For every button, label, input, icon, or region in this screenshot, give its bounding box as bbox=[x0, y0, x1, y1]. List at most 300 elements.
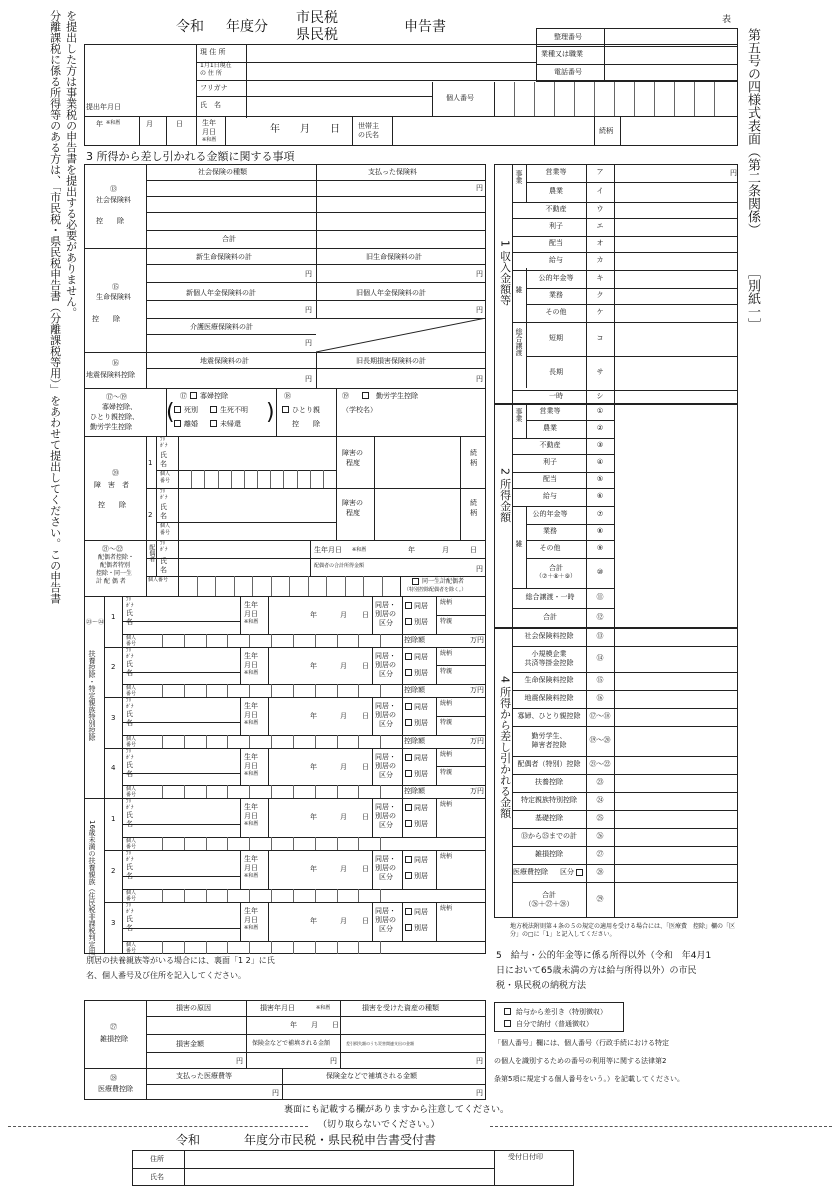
fuyo-birth-a: 生年 bbox=[244, 803, 258, 811]
birth-ymd: 年 月 日 bbox=[270, 124, 340, 135]
sec5-opt1: 給与から差引き（特別徴収） bbox=[516, 1008, 607, 1016]
seimei-yen-4: 円 bbox=[476, 306, 483, 314]
sec4-row-code: ⑬ bbox=[596, 632, 604, 640]
fuyo-row-number: 4 bbox=[111, 764, 116, 773]
sec1-amount-field[interactable] bbox=[616, 183, 736, 201]
mynumber-note-1: 「個人番号」欄には、個人番号（行政手続における特定 bbox=[494, 1039, 669, 1047]
furigana-label: フリガナ bbox=[200, 84, 228, 92]
sec5-opt2-checkbox[interactable] bbox=[504, 1020, 511, 1027]
sec1-row-label: 不動産 bbox=[545, 205, 567, 213]
sec2-amount-column[interactable] bbox=[616, 406, 736, 626]
fuyo-name-a: 氏 bbox=[126, 710, 133, 718]
haigusha-month: 月 bbox=[442, 546, 449, 554]
mynumber-cell-divider bbox=[694, 82, 695, 116]
dousei-label: 同一生計配偶者 bbox=[422, 578, 465, 585]
sec1-yen: 円 bbox=[730, 169, 737, 177]
sec1-amount-field[interactable] bbox=[616, 357, 736, 389]
fuyo-digit-divider bbox=[293, 941, 294, 954]
fuyo-year: 年 bbox=[310, 712, 317, 720]
fuyo-digit-divider bbox=[227, 684, 228, 697]
sec4-row-label2: （㉖＋㉗＋㉘） bbox=[524, 900, 574, 908]
shogai-mynumber-cells[interactable] bbox=[178, 470, 336, 488]
fuyo-dokyo-label: 同居 bbox=[414, 908, 428, 916]
fuyo-birth-a: 生年 bbox=[244, 601, 258, 609]
new-life-label: 新生命保険料の計 bbox=[196, 253, 252, 261]
fuyo-year: 年 bbox=[310, 611, 317, 619]
sec1-amount-field[interactable] bbox=[616, 271, 736, 287]
fuyo-digit-divider bbox=[162, 735, 163, 748]
sec4-kubun-checkbox[interactable] bbox=[576, 869, 583, 876]
sec4-row-code: ⑭ bbox=[596, 654, 604, 662]
kafu-kafu-label: 寡婦控除 bbox=[200, 392, 228, 400]
sec3-note2: 名、個人番号及び住所を記入してください。 bbox=[86, 971, 246, 980]
fuyo-kubun-3: 区分 bbox=[379, 770, 393, 779]
mynumber-cell-divider bbox=[674, 82, 675, 116]
birth-label-1: 生年 bbox=[202, 119, 216, 127]
kinro-checkbox[interactable] bbox=[362, 392, 369, 399]
sec2-zatsu: 雑 bbox=[515, 540, 524, 547]
kafu-checkbox[interactable] bbox=[190, 392, 197, 399]
zasson-yen-3: 円 bbox=[476, 1057, 483, 1065]
zasson-ymd: 年 月 日 bbox=[290, 1021, 339, 1029]
sec2-row-code: ⑨ bbox=[596, 544, 604, 552]
fuyo-digit-divider bbox=[271, 889, 272, 902]
fuyo-digit-divider bbox=[227, 941, 228, 954]
fuyo-digit-divider bbox=[249, 684, 250, 697]
fuyo-day: 日 bbox=[362, 865, 369, 873]
jishin-eq-label: 地震保険料の計 bbox=[200, 357, 249, 365]
school-label: （学校名） bbox=[342, 406, 377, 414]
fuyo-zokugara: 続柄 bbox=[440, 599, 453, 606]
fuyo-dokyo-label: 同居 bbox=[414, 703, 428, 711]
cut-line-right bbox=[490, 1126, 832, 1127]
fuyo-bekkyo-checkbox[interactable] bbox=[405, 770, 412, 777]
digit-cell-divider bbox=[308, 576, 309, 596]
shogai-degree-2b: 程度 bbox=[346, 509, 360, 517]
minor-label: 16歳未満の扶養親族（住民税非課税判定用） bbox=[88, 820, 97, 962]
fuyo-name-b: 名 bbox=[126, 769, 133, 778]
fuyo-digit-divider bbox=[206, 684, 207, 697]
sec1-amount-field[interactable] bbox=[616, 237, 736, 251]
mynumber-note-3: 条第5項に規定する個人番号をいう。）を記載してください。 bbox=[494, 1075, 684, 1083]
sec1-row-label: 業務 bbox=[549, 291, 563, 299]
fuyo-dokyo-checkbox[interactable] bbox=[405, 804, 412, 811]
haigusha-furi-a: ﾌﾘ bbox=[160, 541, 166, 547]
fuyo-dokyo-checkbox[interactable] bbox=[405, 653, 412, 660]
receipt-address-field[interactable] bbox=[186, 1152, 492, 1167]
shakai-type-header: 社会保険の種類 bbox=[198, 168, 247, 176]
sec4-row-code: ⑲～⑳ bbox=[589, 736, 611, 744]
fuyo-dokyo-checkbox[interactable] bbox=[405, 754, 412, 761]
shakai-total: 合計 bbox=[222, 235, 236, 243]
jishin-long-label: 旧長期損害保険料の計 bbox=[356, 357, 426, 365]
sec5-title2: 日において65歳未満の方は給与所得以外）の市民 bbox=[496, 966, 697, 976]
fuyo-zokugara: 続柄 bbox=[440, 801, 453, 808]
haigusha-day: 日 bbox=[470, 546, 477, 554]
fuyo-furi-a: ﾌﾘ bbox=[126, 647, 132, 654]
hitori-checkbox[interactable] bbox=[282, 406, 289, 413]
sec4-row-code: ⑯ bbox=[596, 694, 604, 702]
haigusha-num: ㉑～㉒ bbox=[102, 545, 123, 553]
mynumber-cell-divider bbox=[634, 82, 635, 116]
fuyo-dokyo-checkbox[interactable] bbox=[405, 602, 412, 609]
seimei-yen-3: 円 bbox=[305, 306, 312, 314]
shogai-furi-2b: ｶﾞﾅ bbox=[160, 495, 168, 501]
fuyo-dokyo-checkbox[interactable] bbox=[405, 703, 412, 710]
sec1-row-label: 長期 bbox=[549, 368, 563, 376]
fuyo-birth-note: ※和暦 bbox=[244, 925, 259, 931]
fuyo-num: ㉓～㉔ bbox=[86, 619, 105, 626]
sec4-row-label: 寡婦、ひとり親控除 bbox=[517, 712, 581, 720]
fuyo-dokyo-label: 同居 bbox=[414, 856, 428, 864]
zasson-num: ㉗ bbox=[110, 1023, 117, 1031]
sec1-amount-field[interactable] bbox=[616, 165, 736, 181]
fuyo-birth-b: 月日 bbox=[244, 711, 258, 719]
receipt-name: 氏名 bbox=[150, 1173, 164, 1181]
sec1-amount-field[interactable] bbox=[616, 219, 736, 235]
shogai-degree-1b: 程度 bbox=[346, 459, 360, 467]
fuyo-digit-divider bbox=[315, 889, 316, 902]
fuyo-kubun-3: 区分 bbox=[379, 821, 393, 829]
digit-cell-divider bbox=[215, 576, 216, 596]
zasson-yen-2: 円 bbox=[330, 1057, 337, 1065]
mikikan-label: 未帰還 bbox=[220, 420, 241, 428]
fuyo-bekkyo-checkbox[interactable] bbox=[405, 820, 412, 827]
sec4-row-label: 医療費控除 bbox=[513, 868, 548, 876]
sec1-zatsu: 雑 bbox=[515, 286, 524, 293]
shakai-paid-header: 支払った保険料 bbox=[368, 168, 417, 176]
fuyo-koujo: 控除額 bbox=[404, 635, 425, 644]
shogai-name-1a: 氏 bbox=[160, 451, 167, 459]
sec1-amount-field[interactable] bbox=[616, 203, 736, 217]
fuyo-digit-divider bbox=[337, 941, 338, 954]
zasson-label: 雑損控除 bbox=[100, 1035, 128, 1043]
receipt-address: 住所 bbox=[150, 1155, 164, 1163]
fuyo-birth-b: 月日 bbox=[244, 660, 258, 669]
fuyo-mn-a: 個人 bbox=[126, 634, 137, 641]
fuyo-month: 月 bbox=[340, 661, 347, 670]
shogai-name-2b: 名 bbox=[160, 512, 167, 520]
address-field[interactable] bbox=[248, 46, 534, 61]
haigusha-year: 年 bbox=[408, 546, 415, 554]
fuyo-month: 月 bbox=[340, 611, 347, 619]
kafu-paren-open: ( bbox=[166, 400, 175, 425]
mynumber-field[interactable] bbox=[496, 84, 736, 115]
sec5-opt1-checkbox[interactable] bbox=[504, 1008, 511, 1015]
kafu-label-1: 寡婦控除、 bbox=[102, 403, 137, 411]
sec4-row-code: ㉖ bbox=[596, 832, 604, 840]
fuyo-day: 日 bbox=[362, 917, 369, 925]
fuyo-day: 日 bbox=[362, 813, 369, 821]
fuyo-mn-a: 個人 bbox=[126, 735, 137, 742]
zasson-table bbox=[84, 1000, 486, 1100]
old-pension-label: 旧個人年金保険料の計 bbox=[356, 289, 426, 297]
haigusha-yen: 円 bbox=[476, 565, 483, 573]
sec2-row-label: 給与 bbox=[543, 492, 557, 500]
mynumber-cell-divider bbox=[574, 82, 575, 116]
fuyo-digit-divider bbox=[184, 634, 185, 647]
fuyo-digit-divider bbox=[271, 634, 272, 647]
fuyo-kubun-3: 区分 bbox=[379, 925, 393, 933]
fuyo-day: 日 bbox=[362, 712, 369, 720]
fuyo-name-b: 名 bbox=[126, 668, 133, 677]
sec1-row-label: 農業 bbox=[549, 187, 563, 195]
fuyo-mn-b: 番号 bbox=[126, 792, 137, 799]
fuyo-birth-a: 生年 bbox=[244, 702, 258, 710]
jishin-label: 地震保険料控除 bbox=[86, 371, 135, 379]
fuyo-row-number: 1 bbox=[111, 612, 116, 621]
fuyo-name-a: 氏 bbox=[126, 915, 133, 923]
digit-cell-divider bbox=[345, 576, 346, 596]
seimei-diagonal bbox=[316, 318, 486, 352]
sec5-title3: 税・県民税の納税方法 bbox=[496, 981, 587, 991]
sec1-row-code: サ bbox=[596, 368, 604, 376]
sec3-note1: 別居の扶養親族等がいる場合には、裏面「1 2」に氏 bbox=[86, 956, 275, 965]
fuyo-digit-divider bbox=[315, 735, 316, 748]
fuyo-tokubetsu: 特親 bbox=[440, 617, 453, 625]
fuyo-digit-divider bbox=[227, 735, 228, 748]
rikon-checkbox[interactable] bbox=[174, 420, 181, 427]
sec1-amount-field[interactable] bbox=[616, 289, 736, 303]
zasson-disaster: 差引損失額のうち災害関連支出の金額 bbox=[346, 1041, 414, 1046]
fuyo-kubun-2: 別居の bbox=[375, 610, 396, 618]
haigusha-mn: 個人番号 bbox=[148, 577, 169, 583]
fuyo-bekkyo-checkbox[interactable] bbox=[405, 669, 412, 676]
sec1-row-code: オ bbox=[596, 239, 604, 247]
iryo-insured: 保険金などで補填される金額 bbox=[326, 1072, 417, 1080]
sec2-row-label: 総合譲渡・一時 bbox=[525, 593, 575, 601]
sec1-row-label: 配当 bbox=[549, 239, 563, 247]
address-label: 現 住 所 bbox=[200, 48, 226, 56]
fuyo-birth-b: 月日 bbox=[244, 864, 258, 872]
fuyo-bekkyo-checkbox[interactable] bbox=[405, 924, 412, 931]
submit-day: 日 bbox=[176, 120, 183, 128]
zasson-yen-1: 円 bbox=[236, 1057, 243, 1065]
shogai-label: 障 害 者 bbox=[94, 481, 129, 489]
fuyo-digit-divider bbox=[380, 837, 381, 850]
shakai-label2: 控 除 bbox=[96, 217, 124, 225]
sec2-row-label: 業務 bbox=[543, 527, 557, 535]
fuyo-mn-b: 番号 bbox=[126, 741, 137, 748]
fuyo-tokubetsu: 特親 bbox=[440, 668, 453, 676]
mynumber-cell-divider bbox=[554, 82, 555, 116]
zasson-amount: 損害金額 bbox=[176, 1040, 204, 1048]
fuyo-birth-note: ※和暦 bbox=[244, 873, 259, 879]
relation-label: 続柄 bbox=[599, 127, 613, 135]
sec1-row-code: イ bbox=[596, 187, 604, 195]
fuyo-bekkyo-label: 別居 bbox=[414, 719, 428, 727]
fuyo-digit-divider bbox=[315, 785, 316, 798]
haigusha-name-a: 氏 bbox=[160, 557, 167, 565]
sec4-row-label: 特定親族特別控除 bbox=[521, 796, 577, 804]
fuyo-month: 月 bbox=[340, 762, 347, 771]
fuyo-bekkyo-checkbox[interactable] bbox=[405, 618, 412, 625]
haigusha-sp: 配偶者 bbox=[147, 544, 155, 562]
haigusha-label-1: 配偶者控除・ bbox=[98, 554, 135, 561]
fuyo-month: 月 bbox=[340, 917, 347, 925]
fuyo-bekkyo-checkbox[interactable] bbox=[405, 872, 412, 879]
fuyo-kubun-3: 区分 bbox=[379, 720, 393, 728]
seimei-label2: 控 除 bbox=[92, 315, 120, 323]
mynumber-cell-divider bbox=[594, 82, 595, 116]
fuyo-digit-divider bbox=[227, 837, 228, 850]
fuyo-dokyo-label: 同居 bbox=[414, 652, 428, 661]
fuyo-row-number: 2 bbox=[111, 663, 116, 672]
kinro-label: 勤労学生控除 bbox=[376, 392, 418, 400]
sec1-amount-field[interactable] bbox=[616, 253, 736, 269]
sec4-row-label: 生命保険料控除 bbox=[524, 676, 574, 684]
sec1-jigyo: 事業 bbox=[515, 170, 524, 184]
seimei-yen-1: 円 bbox=[305, 270, 312, 278]
birth-label-2: 月日 bbox=[202, 128, 216, 136]
sec4-row-label: 雑損控除 bbox=[535, 850, 563, 858]
cut-line-left bbox=[8, 1126, 308, 1127]
sec4-row-label: 地震保険料控除 bbox=[524, 694, 574, 702]
fuyo-koujo: 控除額 bbox=[404, 787, 425, 796]
fuyo-digit-divider bbox=[293, 889, 294, 902]
name-field[interactable] bbox=[248, 98, 430, 115]
back-note: 裏面にも記載する欄がありますから注意してください。 bbox=[284, 1105, 510, 1115]
haigusha-name-b: 名 bbox=[160, 566, 167, 574]
sec4-row-label: ⑬から㉕までの計 bbox=[521, 832, 577, 840]
sec1-amount-field[interactable] bbox=[616, 323, 736, 355]
tel-label: 電話番号 bbox=[554, 68, 582, 76]
sec1-row-code: カ bbox=[596, 256, 604, 264]
jan1-label-1: 1月1日現在 bbox=[200, 62, 232, 69]
fuyo-digit-divider bbox=[337, 634, 338, 647]
sec2-row-code: ① bbox=[596, 407, 604, 415]
shakai-num: ⑬ bbox=[110, 185, 117, 193]
fuyo-dokyo-checkbox[interactable] bbox=[405, 908, 412, 915]
sec2-row-label: 合計 bbox=[549, 564, 563, 572]
sec4-row-code: ㉗ bbox=[596, 850, 604, 858]
receipt-reiwa: 令和 bbox=[176, 1133, 201, 1147]
receipt-name-field[interactable] bbox=[186, 1170, 492, 1185]
declaration-label: 申告書 bbox=[404, 19, 446, 35]
fuyo-name-b: 名 bbox=[126, 924, 133, 932]
fuyo-dokyo-checkbox[interactable] bbox=[405, 856, 412, 863]
mynumber-note-2: の個人を識別するための番号の利用等に関する法律第2 bbox=[494, 1057, 667, 1065]
submit-year: 年 bbox=[96, 120, 103, 128]
dousei-note: （特別控除配偶者を除く。） bbox=[404, 587, 467, 593]
jishin-yen-2: 円 bbox=[476, 375, 483, 383]
fuyo-kubun-3: 区分 bbox=[379, 873, 393, 881]
fuyo-birth-b: 月日 bbox=[244, 812, 258, 820]
haigusha-mynumber-cells[interactable] bbox=[178, 576, 400, 596]
fuyo-mn-a: 個人 bbox=[126, 838, 137, 844]
shogai-mn-1b: 番号 bbox=[160, 478, 171, 484]
sec1-amount-field[interactable] bbox=[616, 305, 736, 321]
sec4-row-code: ㉔ bbox=[596, 796, 604, 804]
fuyo-birth-a: 生年 bbox=[244, 651, 258, 660]
iryo-yen-2: 円 bbox=[476, 1089, 483, 1097]
fuyo-kubun-1: 同居・ bbox=[375, 651, 396, 660]
kafu-label-2: ひとり親控除、 bbox=[90, 413, 139, 421]
hitori-n18: ⑱ bbox=[284, 392, 291, 400]
sec1-amount-field[interactable] bbox=[616, 391, 736, 403]
shibetsu-checkbox[interactable] bbox=[174, 406, 181, 413]
fuyo-digit-divider bbox=[249, 889, 250, 902]
fuyo-kubun-1: 同居・ bbox=[375, 803, 396, 811]
sec4-row-label: 扶養控除 bbox=[535, 778, 563, 786]
zasson-asset: 損害を受けた資産の種類 bbox=[362, 1004, 439, 1012]
year-suffix: 年度分 bbox=[226, 19, 268, 35]
fuyo-kubun-2: 別居の bbox=[375, 916, 396, 924]
fuyo-mn-b: 番号 bbox=[126, 691, 137, 698]
fuyo-furi-b: ｶﾞﾅ bbox=[126, 603, 134, 609]
fuyo-digit-divider bbox=[271, 735, 272, 748]
fuyo-zokugara: 続柄 bbox=[440, 649, 453, 657]
fuyo-furi-a: ﾌﾘ bbox=[126, 698, 132, 704]
sec1-row-code: シ bbox=[596, 392, 604, 400]
fuyo-birth-b: 月日 bbox=[244, 916, 258, 924]
name-label: 氏 名 bbox=[200, 101, 221, 109]
fuyo-zokugara: 続柄 bbox=[440, 905, 453, 912]
sec4-row-code: ㉓ bbox=[596, 778, 604, 786]
fuyo-tokubetsu: 特親 bbox=[440, 718, 453, 726]
sec1-row-label: その他 bbox=[545, 308, 567, 316]
seishi-checkbox[interactable] bbox=[210, 406, 217, 413]
digit-cell-divider bbox=[191, 470, 192, 488]
fuyo-bekkyo-checkbox[interactable] bbox=[405, 719, 412, 726]
mikikan-checkbox[interactable] bbox=[210, 420, 217, 427]
fuyo-digit-divider bbox=[206, 735, 207, 748]
fuyo-koujo: 控除額 bbox=[404, 736, 425, 745]
haigusha-label-4: 計 配 偶 者 bbox=[96, 578, 126, 585]
fuyo-month: 月 bbox=[340, 712, 347, 720]
fuyo-row-number: 2 bbox=[111, 867, 116, 876]
fuyo-digit-divider bbox=[184, 785, 185, 798]
shogai-degree-2a: 障害の bbox=[342, 499, 363, 507]
fuyo-row-number: 3 bbox=[111, 919, 116, 928]
fuyo-digit-divider bbox=[293, 785, 294, 798]
fuyo-dokyo-label: 同居 bbox=[414, 753, 428, 762]
fuyo-digit-divider bbox=[380, 735, 381, 748]
householder-field[interactable] bbox=[394, 118, 592, 144]
fuyo-digit-divider bbox=[162, 684, 163, 697]
sec2-row-label: 公的年金等 bbox=[532, 510, 568, 518]
fuyo-kubun-1: 同居・ bbox=[375, 907, 396, 915]
digit-cell-divider bbox=[323, 470, 324, 488]
fuyo-digit-divider bbox=[271, 941, 272, 954]
digit-cell-divider bbox=[363, 576, 364, 596]
fuyo-digit-divider bbox=[315, 941, 316, 954]
sec4-row-code: ㉕ bbox=[596, 814, 604, 822]
sec4-row-label: 小規模企業 bbox=[531, 650, 567, 658]
fuyo-digit-divider bbox=[293, 634, 294, 647]
sec2-row-code: ⑫ bbox=[596, 613, 604, 621]
iryo-label: 医療費控除 bbox=[98, 1085, 133, 1093]
fuyo-bekkyo-label: 別居 bbox=[414, 668, 428, 677]
fuyo-digit-divider bbox=[249, 837, 250, 850]
fuyo-digit-divider bbox=[206, 634, 207, 647]
fuyo-digit-divider bbox=[184, 684, 185, 697]
mynumber-cell-divider bbox=[614, 82, 615, 116]
fuyo-furi-b: ｶﾞﾅ bbox=[126, 805, 134, 811]
sec4-amount-column[interactable] bbox=[616, 630, 736, 916]
sec2-row-code: ⑦ bbox=[596, 510, 604, 518]
digit-cell-divider bbox=[382, 576, 383, 596]
fuyo-bekkyo-label: 別居 bbox=[414, 820, 428, 828]
fuyo-tokubetsu: 特親 bbox=[440, 769, 453, 777]
shogai-num: ⑳ bbox=[112, 469, 119, 477]
fuyo-digit-divider bbox=[249, 785, 250, 798]
dousei-checkbox[interactable] bbox=[412, 578, 419, 585]
shakai-yen: 円 bbox=[476, 184, 483, 192]
fuyo-digit-divider bbox=[162, 785, 163, 798]
fuyo-label: 扶養控除・特定親族特別控除 bbox=[88, 650, 97, 741]
haigusha-furi-b: ｶﾞﾅ bbox=[160, 547, 168, 553]
